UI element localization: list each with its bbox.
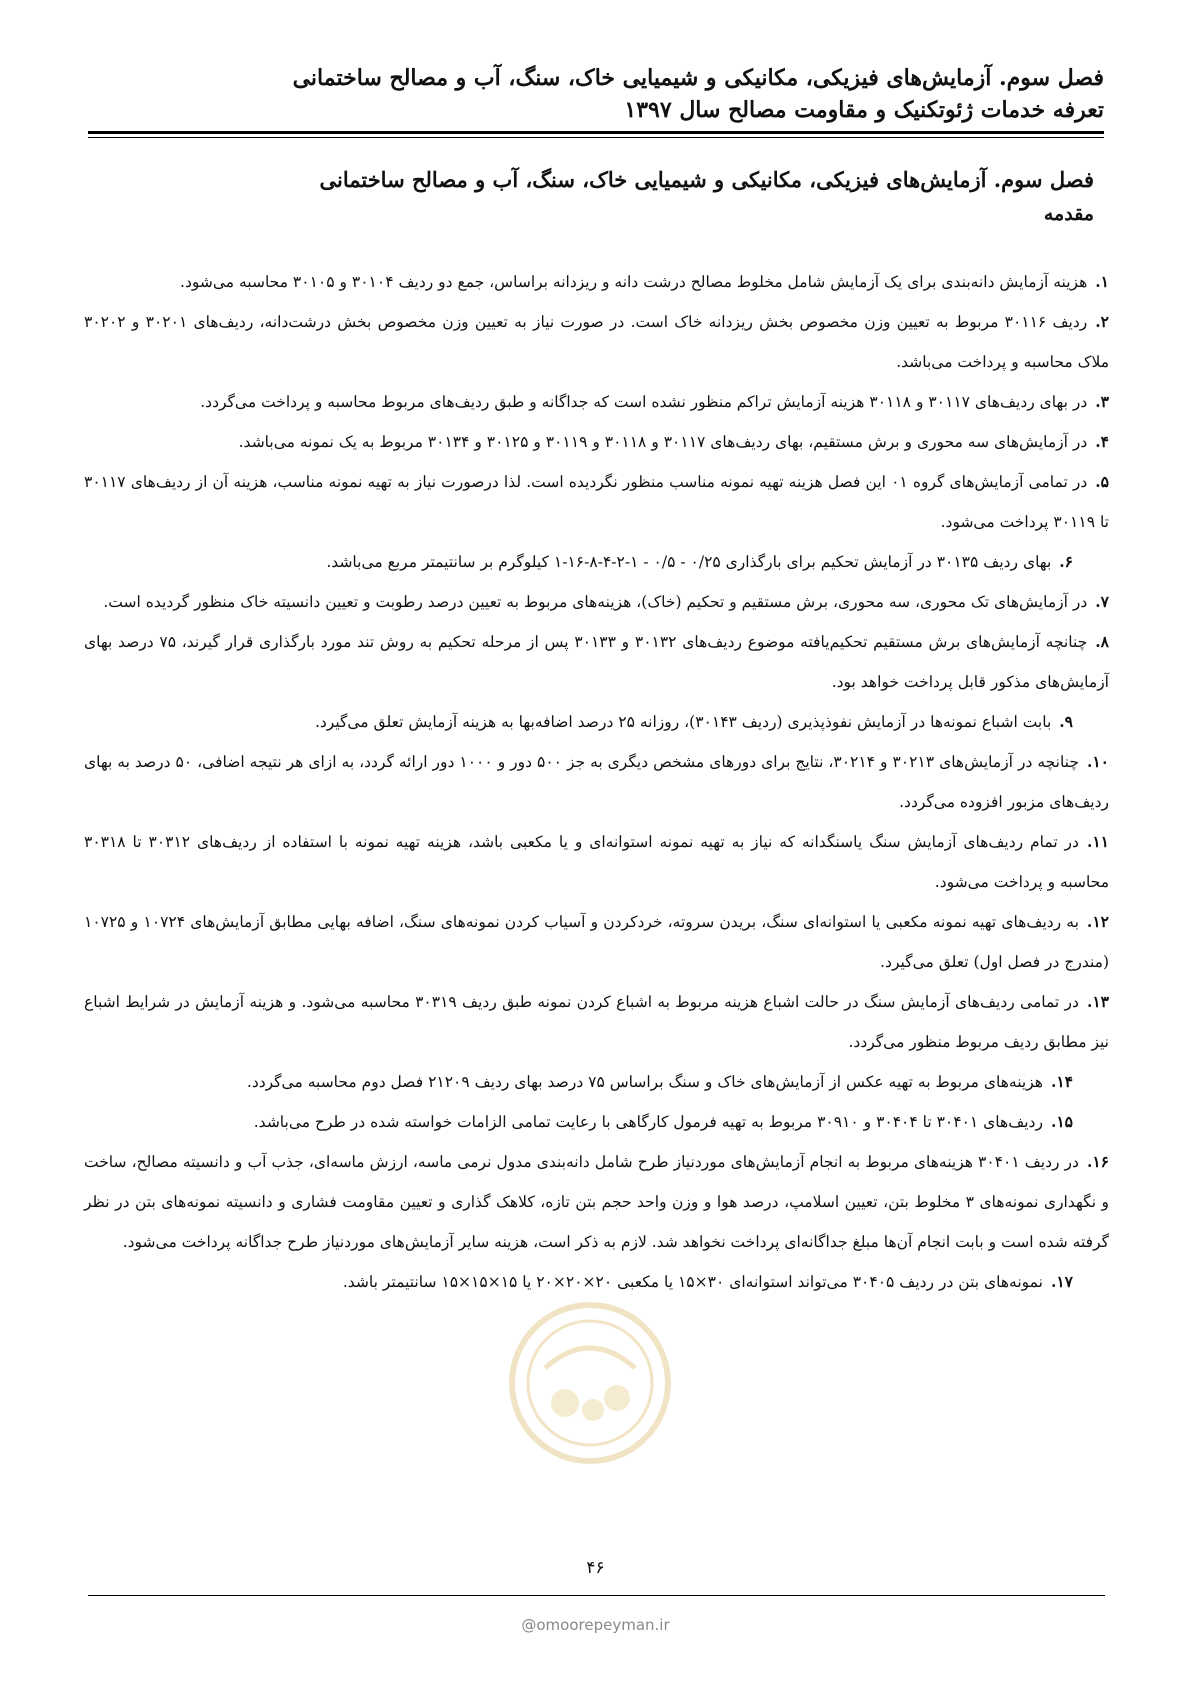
page-header [88, 62, 1104, 126]
list-item-text: نمونه‌های بتن در ردیف ۳۰۴۰۵ می‌تواند استوانه‌ای ۳۰×۱۵ یا مکعبی ۲۰×۲۰×۲۰ یا ۱۵×۱۵×۱۵ سانتیمتر باشد. [342, 1273, 1043, 1291]
list-item-number: ۵. [1095, 472, 1109, 491]
list-item [84, 262, 1109, 302]
list-item [84, 542, 1109, 582]
header-chapter-title: فصل سوم. آزمایش‌های فیزیکی، مکانیکی و شیمیایی خاک، سنگ، آب و مصالح ساختمانی [292, 65, 1104, 91]
watermark-seal-icon [505, 1298, 675, 1468]
list-item [84, 462, 1109, 542]
list-item [84, 742, 1109, 822]
list-item-number: ۱۵. [1050, 1112, 1073, 1131]
list-item-text: در تمامی آزمایش‌های گروه ۰۱ این فصل هزینه تهیه نمونه مناسب منظور نگردیده است. لذا درصورت نیاز به تهیه نمونه مناسب، هزینه آن از ردیف‌های ۳۰۱۱۷ تا ۳۰۱۱۹ پرداخت می‌شود. [84, 473, 1109, 531]
list-item-text: بهای ردیف ۳۰۱۳۵ در آزمایش تحکیم برای بارگذاری ۰/۲۵ - ۰/۵ - ۱-۲-۴-۸-۱۶-۱ کیلوگرم بر سانتیمتر مربع می‌باشد. [326, 553, 1052, 571]
footer-divider [88, 1595, 1105, 1596]
list-item-number: ۲. [1095, 312, 1109, 331]
list-item-number: ۴. [1095, 432, 1109, 451]
section-heading [88, 163, 1094, 229]
list-item [84, 622, 1109, 702]
list-item-text: در ردیف ۳۰۴۰۱ هزینه‌های مربوط به انجام آزمایش‌های موردنیاز طرح شامل دانه‌بندی مدول نرمی ماسه، ارزش ماسه‌ای، جذب آب و دانسیته مصالح، ساخت و نگهداری نمونه‌های ۳ مخلوط بتن، تعیین اسلامپ، درصد هوا و وزن واحد حجم بتن تازه، کلاهک گذاری و تعیین مقاومت فشاری و دانسیته نمونه‌های بتن در نظر گرفته شده است و بابت انجام آن‌ها مبلغ جداگانه‌ای پرداخت نخواهد شد. لازم به ذکر است، هزینه سایر آزمایش‌های موردنیاز طرح جداگانه پرداخت می‌شود. [84, 1153, 1110, 1251]
list-item [84, 1102, 1109, 1142]
list-item-text: در آزمایش‌های سه محوری و برش مستقیم، بهای ردیف‌های ۳۰۱۱۷ و ۳۰۱۱۸ و ۳۰۱۱۹ و ۳۰۱۲۵ و ۳۰۱۳۴ مربوط به یک نمونه می‌باشد. [238, 433, 1088, 451]
list-item-number: ۱۳. [1086, 992, 1109, 1011]
document-body [84, 262, 1109, 1302]
list-item-number: ۱۶. [1086, 1152, 1109, 1171]
list-item [84, 582, 1109, 622]
list-item-number: ۱. [1095, 272, 1109, 291]
list-item-number: ۶. [1059, 552, 1073, 571]
header-divider-thin [88, 137, 1104, 138]
list-item-number: ۱۴. [1050, 1072, 1073, 1091]
list-item-text: در تمامی ردیف‌های آزمایش سنگ در حالت اشباع هزینه مربوط به اشباع کردن نمونه طبق ردیف ۳۰۳۱۹ محاسبه می‌شود. و هزینه آزمایش در شرایط اشباع نیز مطابق ردیف مربوط منظور می‌گردد. [84, 993, 1109, 1051]
list-item [84, 422, 1109, 462]
list-item-number: ۱۰. [1086, 752, 1109, 771]
list-item-text: چنانچه آزمایش‌های برش مستقیم تحکیم‌یافته موضوع ردیف‌های ۳۰۱۳۲ و ۳۰۱۳۳ پس از مرحله تحکیم به روش تند مورد بارگذاری قرار گیرند، ۷۵ درصد بهای آزمایش‌های مذکور قابل پرداخت خواهد بود. [84, 633, 1109, 691]
list-item [84, 1262, 1109, 1302]
list-item [84, 1062, 1109, 1102]
page-number: ۴۶ [586, 1558, 605, 1578]
list-item-text: در آزمایش‌های تک محوری، سه محوری، برش مستقیم و تحکیم (خاک)، هزینه‌های مربوط به تعیین درصد رطوبت و تعیین دانسیته خاک منظور گردیده است. [103, 593, 1088, 611]
list-item-text: بابت اشباع نمونه‌ها در آزمایش نفوذپذیری (ردیف ۳۰۱۴۳)، روزانه ۲۵ درصد اضافه‌بها به هزینه آزمایش تعلق می‌گیرد. [314, 713, 1052, 731]
list-item-text: ردیف ۳۰۱۱۶ مربوط به تعیین وزن مخصوص بخش ریزدانه خاک است. در صورت نیاز به تعیین وزن مخصوص بخش درشت‌دانه، ردیف‌های ۳۰۲۰۱ و ۳۰۲۰۲ ملاک محاسبه و پرداخت می‌باشد. [84, 313, 1109, 371]
section-intro-heading: مقدمه [1043, 203, 1094, 225]
list-item-number: ۱۱. [1086, 832, 1109, 851]
list-item-text: در تمام ردیف‌های آزمایش سنگ یاسنگدانه که نیاز به تهیه نمونه استوانه‌ای و یا مکعبی باشد، هزینه تهیه نمونه با استفاده از ردیف‌های ۳۰۳۱۲ تا ۳۰۳۱۸ محاسبه و پرداخت می‌شود. [84, 833, 1109, 891]
list-item-number: ۷. [1095, 592, 1109, 611]
list-item-number: ۸. [1095, 632, 1109, 651]
header-divider-thick [88, 131, 1104, 134]
list-item-text: ردیف‌های ۳۰۴۰۱ تا ۳۰۴۰۴ و ۳۰۹۱۰ مربوط به تهیه فرمول کارگاهی با رعایت تمامی الزامات خواسته شده در طرح می‌باشد. [253, 1113, 1043, 1131]
section-title: فصل سوم. آزمایش‌های فیزیکی، مکانیکی و شیمیایی خاک، سنگ، آب و مصالح ساختمانی [319, 167, 1094, 192]
list-item [84, 1142, 1109, 1262]
list-item-text: چنانچه در آزمایش‌های ۳۰۲۱۳ و ۳۰۲۱۴، نتایج برای دورهای مشخص دیگری به جز ۵۰۰ دور و ۱۰۰۰ دور ارائه گردد، به ازای هر نتیجه اضافی، ۵۰ درصد به بهای ردیف‌های مزبور افزوده می‌گردد. [84, 753, 1109, 811]
list-item [84, 382, 1109, 422]
list-item [84, 702, 1109, 742]
list-item-number: ۳. [1095, 392, 1109, 411]
list-item [84, 982, 1109, 1062]
header-document-title: تعرفه خدمات ژئوتکنیک و مقاومت مصالح سال ۱۳۹۷ [624, 97, 1104, 123]
list-item-text: در بهای ردیف‌های ۳۰۱۱۷ و ۳۰۱۱۸ هزینه آزمایش تراکم منظور نشده است که جداگانه و طبق ردیف‌های مربوط محاسبه و پرداخت می‌گردد. [200, 393, 1088, 411]
list-item-number: ۱۲. [1086, 912, 1109, 931]
list-item-text: هزینه‌های مربوط به تهیه عکس از آزمایش‌های خاک و سنگ براساس ۷۵ درصد بهای ردیف ۲۱۲۰۹ فصل دوم محاسبه می‌گردد. [246, 1073, 1043, 1091]
list-item-text: هزینه آزمایش دانه‌بندی برای یک آزمایش شامل مخلوط مصالح درشت دانه و ریزدانه براساس، جمع دو ردیف ۳۰۱۰۴ و ۳۰۱۰۵ محاسبه می‌شود. [180, 273, 1088, 291]
list-item-number: ۹. [1059, 712, 1073, 731]
list-item [84, 902, 1109, 982]
list-item [84, 302, 1109, 382]
list-item-number: ۱۷. [1050, 1272, 1073, 1291]
list-item-text: به ردیف‌های تهیه نمونه مکعبی یا استوانه‌ای سنگ، بریدن سروته، خردکردن و آسیاب کردن نمونه‌های سنگ، اضافه بهایی مطابق آزمایش‌های ۱۰۷۲۴ و ۱۰۷۲۵ (مندرج در فصل اول) تعلق می‌گیرد. [84, 913, 1109, 971]
list-item [84, 822, 1109, 902]
footer-website: @omoorepeyman.ir [521, 1616, 670, 1634]
